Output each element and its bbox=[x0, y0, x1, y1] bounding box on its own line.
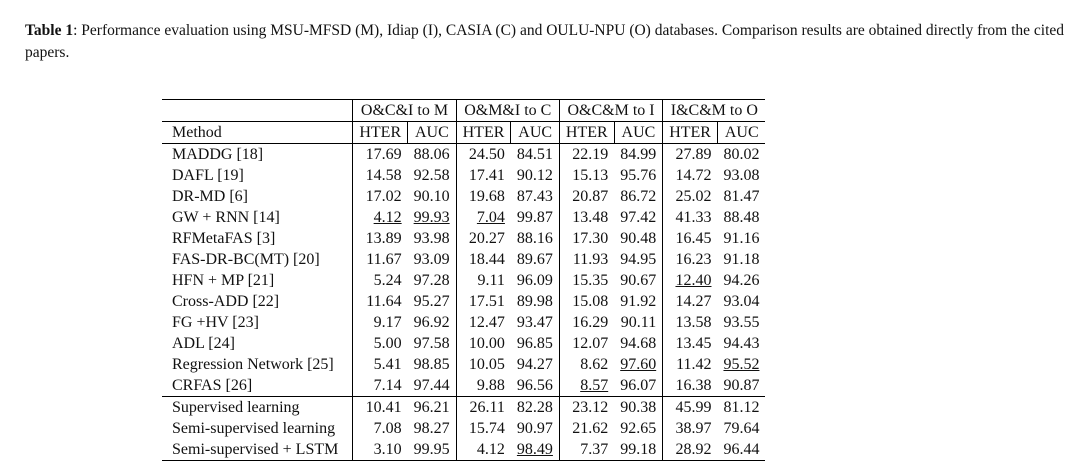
value-text: 19.68 bbox=[468, 188, 505, 205]
value-text: 9.11 bbox=[477, 272, 505, 289]
value-text: 97.42 bbox=[620, 209, 657, 226]
table-row bbox=[162, 333, 765, 354]
method-cell: HFN + MP [21] bbox=[172, 272, 275, 289]
value-text: 90.12 bbox=[516, 167, 553, 184]
value-cell bbox=[717, 186, 765, 207]
method-cell: Cross-ADD [22] bbox=[172, 293, 280, 310]
value-text: 90.38 bbox=[620, 399, 657, 416]
value-text: 5.24 bbox=[373, 272, 402, 289]
value-text: 17.51 bbox=[468, 293, 505, 310]
value-text: 27.89 bbox=[675, 146, 712, 163]
value-cell bbox=[408, 354, 457, 375]
value-cell bbox=[456, 270, 511, 291]
value-text: 82.28 bbox=[516, 399, 553, 416]
value-cell bbox=[614, 144, 663, 166]
value-text: 88.48 bbox=[723, 209, 760, 226]
value-text: 11.64 bbox=[366, 293, 402, 310]
table-row bbox=[162, 207, 765, 228]
value-cell bbox=[353, 144, 408, 166]
value-cell bbox=[408, 228, 457, 249]
value-cell bbox=[717, 375, 765, 397]
value-text: 16.45 bbox=[675, 230, 712, 247]
value-cell bbox=[663, 439, 718, 461]
value-cell bbox=[559, 418, 614, 439]
value-cell bbox=[511, 354, 560, 375]
value-text: 15.35 bbox=[572, 272, 609, 289]
caption-text: : Performance evaluation using MSU-MFSD (M), Idiap (I), CASIA (C) and OULU-NPU (O) databases. Comparison results are obtained directly from the cited papers. bbox=[25, 22, 1065, 61]
group-header: O&C&M to I bbox=[559, 100, 662, 122]
value-text: 90.67 bbox=[620, 272, 657, 289]
value-text: 92.58 bbox=[413, 167, 450, 184]
value-cell bbox=[511, 439, 560, 461]
value-cell bbox=[559, 312, 614, 333]
value-text: 14.58 bbox=[365, 167, 402, 184]
value-cell bbox=[717, 165, 765, 186]
value-cell bbox=[456, 186, 511, 207]
value-cell bbox=[717, 333, 765, 354]
value-text: 12.40 bbox=[675, 272, 712, 289]
value-text: 7.14 bbox=[373, 377, 402, 394]
value-text: 17.69 bbox=[365, 146, 402, 163]
value-cell bbox=[614, 312, 663, 333]
value-cell bbox=[663, 165, 718, 186]
value-text: 88.16 bbox=[516, 230, 553, 247]
value-text: 84.99 bbox=[620, 146, 657, 163]
value-cell bbox=[614, 439, 663, 461]
value-cell bbox=[663, 354, 718, 375]
value-text: 16.38 bbox=[675, 377, 712, 394]
value-text: 96.07 bbox=[620, 377, 657, 394]
value-text: 13.45 bbox=[675, 335, 712, 352]
prior-methods-body bbox=[162, 144, 765, 397]
value-text: 96.09 bbox=[516, 272, 553, 289]
value-text: 15.08 bbox=[572, 293, 609, 310]
value-cell bbox=[614, 375, 663, 397]
value-cell bbox=[353, 418, 408, 439]
group-header: O&C&I to M bbox=[353, 100, 456, 122]
value-cell bbox=[353, 397, 408, 419]
value-text: 18.44 bbox=[468, 251, 505, 268]
value-text: 84.51 bbox=[516, 146, 553, 163]
value-cell bbox=[511, 207, 560, 228]
value-cell bbox=[456, 207, 511, 228]
value-cell bbox=[408, 186, 457, 207]
value-cell bbox=[511, 228, 560, 249]
value-cell bbox=[408, 418, 457, 439]
value-cell bbox=[353, 186, 408, 207]
value-cell bbox=[614, 354, 663, 375]
value-text: 96.21 bbox=[413, 399, 450, 416]
value-cell bbox=[511, 249, 560, 270]
value-text: 8.57 bbox=[580, 377, 609, 394]
table-row bbox=[162, 354, 765, 375]
value-text: 15.74 bbox=[468, 420, 505, 437]
value-cell bbox=[614, 270, 663, 291]
value-text: 93.55 bbox=[723, 314, 760, 331]
value-cell bbox=[456, 375, 511, 397]
value-cell bbox=[353, 291, 408, 312]
value-cell bbox=[408, 270, 457, 291]
method-cell: DR-MD [6] bbox=[172, 188, 248, 205]
value-cell bbox=[614, 165, 663, 186]
value-cell bbox=[663, 375, 718, 397]
value-text: 94.95 bbox=[620, 251, 657, 268]
value-cell bbox=[717, 144, 765, 166]
metric-header: HTER bbox=[663, 122, 718, 144]
value-text: 11.67 bbox=[366, 251, 402, 268]
value-text: 11.42 bbox=[676, 356, 712, 373]
value-text: 90.11 bbox=[620, 314, 657, 331]
value-text: 88.06 bbox=[413, 146, 450, 163]
value-cell bbox=[663, 312, 718, 333]
table-row bbox=[162, 439, 765, 461]
metric-header: HTER bbox=[456, 122, 511, 144]
value-cell bbox=[353, 333, 408, 354]
value-text: 94.43 bbox=[723, 335, 760, 352]
value-text: 90.48 bbox=[620, 230, 657, 247]
value-text: 87.43 bbox=[516, 188, 553, 205]
value-text: 12.07 bbox=[572, 335, 609, 352]
value-cell bbox=[663, 291, 718, 312]
value-cell bbox=[511, 397, 560, 419]
value-cell bbox=[456, 439, 511, 461]
metric-header: AUC bbox=[511, 122, 560, 144]
value-text: 90.87 bbox=[723, 377, 760, 394]
metric-header: HTER bbox=[353, 122, 408, 144]
value-text: 7.08 bbox=[373, 420, 402, 437]
value-cell bbox=[559, 228, 614, 249]
value-cell bbox=[663, 418, 718, 439]
value-text: 7.04 bbox=[476, 209, 505, 226]
value-cell bbox=[511, 144, 560, 166]
value-text: 10.05 bbox=[468, 356, 505, 373]
value-cell bbox=[717, 228, 765, 249]
value-text: 9.88 bbox=[476, 377, 505, 394]
value-text: 4.12 bbox=[373, 209, 402, 226]
value-text: 79.64 bbox=[723, 420, 760, 437]
method-cell: RFMetaFAS [3] bbox=[172, 230, 276, 247]
value-cell bbox=[353, 207, 408, 228]
value-text: 94.26 bbox=[723, 272, 760, 289]
value-cell bbox=[511, 375, 560, 397]
value-cell bbox=[408, 165, 457, 186]
value-text: 3.10 bbox=[373, 441, 402, 458]
value-cell bbox=[614, 291, 663, 312]
value-text: 17.41 bbox=[468, 167, 505, 184]
metric-header: AUC bbox=[614, 122, 663, 144]
value-text: 91.18 bbox=[723, 251, 760, 268]
value-cell bbox=[408, 439, 457, 461]
value-cell bbox=[353, 354, 408, 375]
table-row bbox=[162, 291, 765, 312]
value-text: 92.65 bbox=[620, 420, 657, 437]
value-text: 13.89 bbox=[365, 230, 402, 247]
value-text: 81.12 bbox=[723, 399, 760, 416]
value-text: 97.60 bbox=[620, 356, 657, 373]
value-cell bbox=[456, 418, 511, 439]
empty-corner bbox=[162, 100, 353, 122]
value-cell bbox=[614, 228, 663, 249]
value-cell bbox=[511, 333, 560, 354]
value-text: 94.68 bbox=[620, 335, 657, 352]
value-text: 91.16 bbox=[723, 230, 760, 247]
value-cell bbox=[614, 249, 663, 270]
value-text: 26.11 bbox=[469, 399, 505, 416]
value-cell bbox=[559, 333, 614, 354]
value-text: 12.47 bbox=[468, 314, 505, 331]
value-text: 93.47 bbox=[516, 314, 553, 331]
value-cell bbox=[614, 397, 663, 419]
table-row bbox=[162, 270, 765, 291]
value-cell bbox=[353, 228, 408, 249]
value-cell bbox=[511, 291, 560, 312]
value-cell bbox=[559, 207, 614, 228]
value-text: 90.10 bbox=[413, 188, 450, 205]
value-text: 41.33 bbox=[675, 209, 712, 226]
method-cell: GW + RNN [14] bbox=[172, 209, 280, 226]
value-text: 96.56 bbox=[516, 377, 553, 394]
method-cell: Supervised learning bbox=[172, 399, 300, 416]
method-cell: DAFL [19] bbox=[172, 167, 244, 184]
value-text: 94.27 bbox=[516, 356, 553, 373]
value-text: 80.02 bbox=[723, 146, 760, 163]
value-cell bbox=[559, 354, 614, 375]
method-header: Method bbox=[162, 122, 353, 144]
value-text: 23.12 bbox=[572, 399, 609, 416]
value-text: 5.41 bbox=[373, 356, 402, 373]
value-cell bbox=[511, 312, 560, 333]
value-text: 95.76 bbox=[620, 167, 657, 184]
table-row bbox=[162, 418, 765, 439]
value-cell bbox=[456, 333, 511, 354]
value-cell bbox=[456, 291, 511, 312]
value-cell bbox=[511, 165, 560, 186]
table-row bbox=[162, 186, 765, 207]
value-text: 13.58 bbox=[675, 314, 712, 331]
table-caption bbox=[25, 20, 1065, 64]
value-text: 93.09 bbox=[413, 251, 450, 268]
value-text: 99.95 bbox=[413, 441, 450, 458]
value-cell bbox=[559, 397, 614, 419]
caption-label: Table 1 bbox=[25, 22, 74, 39]
value-cell bbox=[353, 375, 408, 397]
value-text: 98.49 bbox=[516, 441, 553, 458]
value-text: 45.99 bbox=[675, 399, 712, 416]
value-text: 93.04 bbox=[723, 293, 760, 310]
value-text: 96.44 bbox=[723, 441, 760, 458]
value-text: 98.27 bbox=[413, 420, 450, 437]
value-text: 16.29 bbox=[572, 314, 609, 331]
value-cell bbox=[559, 439, 614, 461]
value-cell bbox=[456, 165, 511, 186]
value-text: 89.98 bbox=[516, 293, 553, 310]
value-text: 89.67 bbox=[516, 251, 553, 268]
value-cell bbox=[717, 354, 765, 375]
method-cell: MADDG [18] bbox=[172, 146, 264, 163]
value-text: 16.23 bbox=[675, 251, 712, 268]
table-row bbox=[162, 228, 765, 249]
metric-header: AUC bbox=[717, 122, 765, 144]
value-text: 4.12 bbox=[476, 441, 505, 458]
value-text: 5.00 bbox=[373, 335, 402, 352]
value-cell bbox=[559, 165, 614, 186]
value-cell bbox=[353, 270, 408, 291]
value-cell bbox=[614, 207, 663, 228]
value-cell bbox=[614, 333, 663, 354]
value-cell bbox=[408, 144, 457, 166]
value-cell bbox=[353, 439, 408, 461]
value-text: 8.62 bbox=[580, 356, 609, 373]
value-cell bbox=[663, 207, 718, 228]
value-text: 95.27 bbox=[413, 293, 450, 310]
value-text: 86.72 bbox=[620, 188, 657, 205]
value-text: 98.85 bbox=[413, 356, 450, 373]
value-cell bbox=[717, 249, 765, 270]
value-cell bbox=[456, 249, 511, 270]
value-text: 97.28 bbox=[413, 272, 450, 289]
value-cell bbox=[456, 397, 511, 419]
value-cell bbox=[559, 375, 614, 397]
value-cell bbox=[717, 270, 765, 291]
value-text: 25.02 bbox=[675, 188, 712, 205]
value-text: 14.72 bbox=[675, 167, 712, 184]
value-text: 93.08 bbox=[723, 167, 760, 184]
table-row bbox=[162, 312, 765, 333]
table-row bbox=[162, 144, 765, 166]
value-cell bbox=[408, 249, 457, 270]
value-cell bbox=[717, 418, 765, 439]
value-cell bbox=[559, 186, 614, 207]
value-text: 15.13 bbox=[572, 167, 609, 184]
value-cell bbox=[408, 375, 457, 397]
value-cell bbox=[663, 397, 718, 419]
value-text: 97.44 bbox=[413, 377, 450, 394]
value-text: 13.48 bbox=[572, 209, 609, 226]
value-text: 90.97 bbox=[516, 420, 553, 437]
value-text: 91.92 bbox=[620, 293, 657, 310]
value-cell bbox=[456, 228, 511, 249]
value-text: 99.18 bbox=[620, 441, 657, 458]
value-text: 11.93 bbox=[572, 251, 609, 268]
value-text: 38.97 bbox=[675, 420, 712, 437]
value-text: 10.00 bbox=[468, 335, 505, 352]
method-cell: Semi-supervised + LSTM bbox=[162, 439, 353, 461]
method-cell: CRFAS [26] bbox=[162, 375, 353, 397]
value-text: 93.98 bbox=[413, 230, 450, 247]
value-text: 14.27 bbox=[675, 293, 712, 310]
value-cell bbox=[717, 207, 765, 228]
value-cell bbox=[456, 144, 511, 166]
value-text: 21.62 bbox=[572, 420, 609, 437]
value-text: 99.93 bbox=[413, 209, 450, 226]
value-text: 96.85 bbox=[516, 335, 553, 352]
value-cell bbox=[408, 312, 457, 333]
value-cell bbox=[663, 249, 718, 270]
value-cell bbox=[717, 291, 765, 312]
value-cell bbox=[663, 186, 718, 207]
value-text: 7.37 bbox=[580, 441, 609, 458]
value-cell bbox=[663, 270, 718, 291]
table-row bbox=[162, 249, 765, 270]
value-cell bbox=[408, 333, 457, 354]
table-row bbox=[162, 375, 765, 397]
table-row bbox=[162, 165, 765, 186]
group-header-row bbox=[162, 100, 765, 122]
value-text: 20.87 bbox=[572, 188, 609, 205]
group-header: O&M&I to C bbox=[456, 100, 559, 122]
value-cell bbox=[456, 354, 511, 375]
value-text: 95.52 bbox=[723, 356, 760, 373]
value-text: 17.02 bbox=[365, 188, 402, 205]
value-cell bbox=[663, 144, 718, 166]
value-cell bbox=[353, 165, 408, 186]
method-cell: ADL [24] bbox=[172, 335, 235, 352]
value-cell bbox=[717, 397, 765, 419]
metric-header-row bbox=[162, 122, 765, 144]
value-text: 24.50 bbox=[468, 146, 505, 163]
value-text: 97.58 bbox=[413, 335, 450, 352]
method-cell: FAS-DR-BC(MT) [20] bbox=[172, 251, 320, 268]
value-cell bbox=[353, 249, 408, 270]
value-cell bbox=[456, 312, 511, 333]
results-table bbox=[162, 99, 765, 461]
value-text: 96.92 bbox=[413, 314, 450, 331]
value-cell bbox=[408, 291, 457, 312]
value-cell bbox=[717, 439, 765, 461]
value-cell bbox=[408, 207, 457, 228]
value-cell bbox=[511, 418, 560, 439]
value-text: 22.19 bbox=[572, 146, 609, 163]
method-cell: Semi-supervised learning bbox=[172, 420, 336, 437]
value-cell bbox=[408, 397, 457, 419]
value-cell bbox=[663, 228, 718, 249]
value-text: 10.41 bbox=[365, 399, 402, 416]
value-text: 99.87 bbox=[516, 209, 553, 226]
value-text: 28.92 bbox=[675, 441, 712, 458]
value-text: 20.27 bbox=[468, 230, 505, 247]
value-cell bbox=[614, 186, 663, 207]
value-cell bbox=[559, 291, 614, 312]
value-cell bbox=[511, 186, 560, 207]
value-text: 17.30 bbox=[572, 230, 609, 247]
value-cell bbox=[559, 144, 614, 166]
value-cell bbox=[559, 249, 614, 270]
method-cell: Regression Network [25] bbox=[172, 356, 334, 373]
value-cell bbox=[663, 333, 718, 354]
method-cell: FG +HV [23] bbox=[172, 314, 259, 331]
group-header: I&C&M to O bbox=[663, 100, 766, 122]
value-cell bbox=[559, 270, 614, 291]
value-text: 81.47 bbox=[723, 188, 760, 205]
value-cell bbox=[511, 270, 560, 291]
value-cell bbox=[353, 312, 408, 333]
table-row bbox=[162, 397, 765, 419]
metric-header: AUC bbox=[408, 122, 457, 144]
our-methods-body bbox=[162, 397, 765, 461]
metric-header: HTER bbox=[559, 122, 614, 144]
value-cell bbox=[717, 312, 765, 333]
value-text: 9.17 bbox=[373, 314, 402, 331]
value-cell bbox=[614, 418, 663, 439]
